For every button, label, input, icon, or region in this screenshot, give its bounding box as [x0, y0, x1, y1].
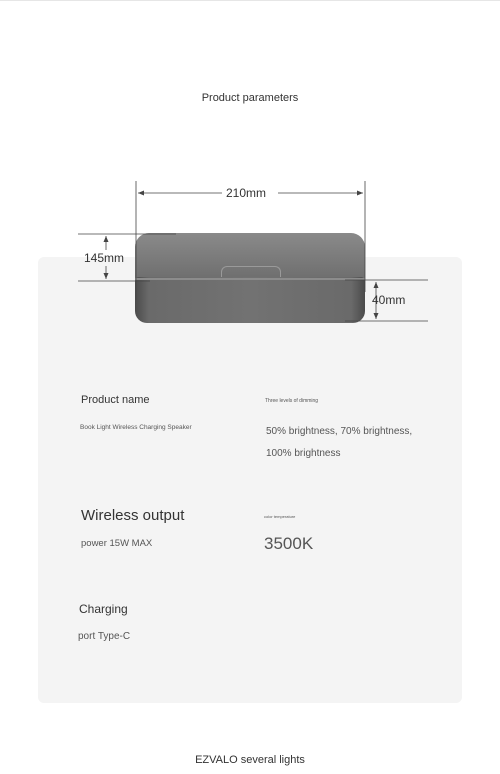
- depth-dimension-label: 40mm: [372, 293, 406, 307]
- footer-brand: EZVALO several lights: [195, 754, 305, 766]
- charging-value: port Type-C: [78, 631, 131, 642]
- color-temperature-label: color temperature: [264, 514, 296, 519]
- charging-label: Charging: [79, 602, 128, 616]
- width-dimension-label: 210mm: [226, 186, 267, 200]
- wireless-output-label: Wireless output: [81, 507, 185, 524]
- product-name-label: Product name: [81, 394, 150, 406]
- product-seam: [135, 278, 365, 280]
- product-base: [135, 277, 365, 323]
- height-arrow-top: [104, 236, 109, 242]
- product-cover: [135, 233, 365, 283]
- dimming-label: Three levels of dimming: [265, 398, 319, 404]
- dimming-value: 50% brightness, 70% brightness, 100% brightness: [266, 426, 413, 459]
- color-temperature-value: 3500K: [264, 534, 314, 553]
- section-title: Product parameters: [201, 92, 299, 104]
- width-arrow-right: [357, 191, 363, 196]
- height-dimension-label: 145mm: [84, 251, 125, 265]
- width-arrow-left: [138, 191, 144, 196]
- wireless-output-value: power 15W MAX: [81, 538, 153, 549]
- product-illustration: [135, 233, 365, 323]
- product-name-value: Book Light Wireless Charging Speaker: [80, 424, 192, 431]
- top-divider: [0, 0, 500, 1]
